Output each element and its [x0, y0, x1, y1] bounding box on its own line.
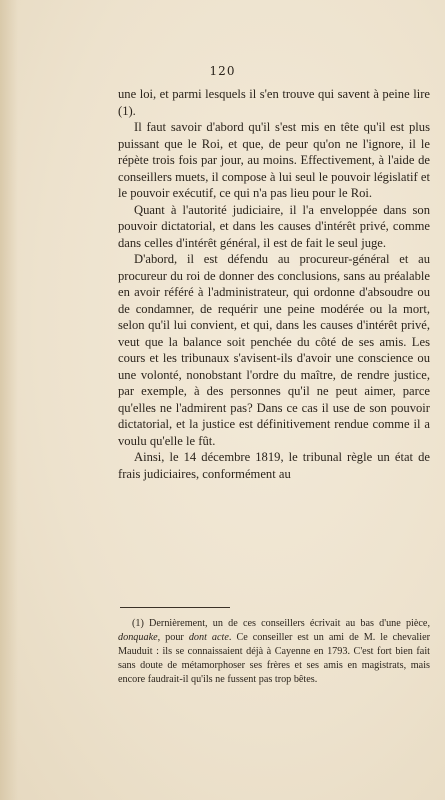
footnote-italic-word: dont acte: [188, 632, 229, 643]
footnote-text-part: . Ce conseiller est un ami de M. le chevalier Mauduit : ils se connaissaient déjà à Cayenne en 1793. C'est fort bien fait sans doute de métamorphoser ses frères et ses amis en magistrats, mais encore faudrait-il qu'ils ne fussent pas trop bêtes.: [118, 632, 430, 685]
paragraph: Il faut savoir d'abord qu'il s'est mis en tête qu'il est plus puissant que le Roi, et que, de peur qu'on ne l'ignore, il le répète trois fois par jour, au moins. Effectivement, à l'aide de conseillers muets, il compose à lui seul le pouvoir législatif et le pouvoir exécutif, ce qui n'a pas lieu pour le Roi.: [118, 120, 430, 200]
footnote-text: [118, 617, 430, 687]
paragraph: D'abord, il est défendu au procureur-général et au procureur du roi de donner des conclusions, sans au préalable en avoir référé à l'administrateur, qui ordonne d'absoudre ou de condamner, de requérir une peine modérée ou la mort, selon qu'il lui convient, et qui, dans les causes d'intérêt privé, veut que la balance soit penchée du côté de ses amis. Les cours et les tribunaux s'avisent-ils d'avoir une conscience ou une volonté, nonobstant l'ordre du maître, de rendre justice, par exemple, à des personnes qu'il ne peut aimer, parce qu'elles ne l'admirent pas? Dans ce cas il use de son pouvoir dictatorial, et la justice est définitivement rendue comme il a voulu qu'elle le fût.: [118, 252, 430, 448]
paragraph-continued: une loi, et parmi lesquels il s'en trouve qui savent à peine lire (1).: [118, 87, 430, 118]
main-text: [118, 86, 430, 482]
paragraph: Ainsi, le 14 décembre 1819, le tribunal règle un état de frais judiciaires, conformément au: [118, 450, 430, 481]
page-number: 120: [209, 64, 236, 78]
footnote-separator: [120, 607, 230, 608]
page-fold-shadow: [0, 0, 18, 800]
paragraph: Quant à l'autorité judiciaire, il l'a enveloppée dans son pouvoir dictatorial, et dans les causes d'intérêt privé, comme dans celles d'intérêt général, il est de fait le seul juge.: [118, 202, 430, 250]
footnote-text-part: , pour: [157, 632, 189, 643]
footnote: [118, 617, 430, 687]
footnote-text-part: (1) Dernièrement, un de ces conseillers écrivait au bas d'une pièce,: [132, 618, 430, 629]
footnote-italic-word: donquake: [118, 632, 158, 643]
